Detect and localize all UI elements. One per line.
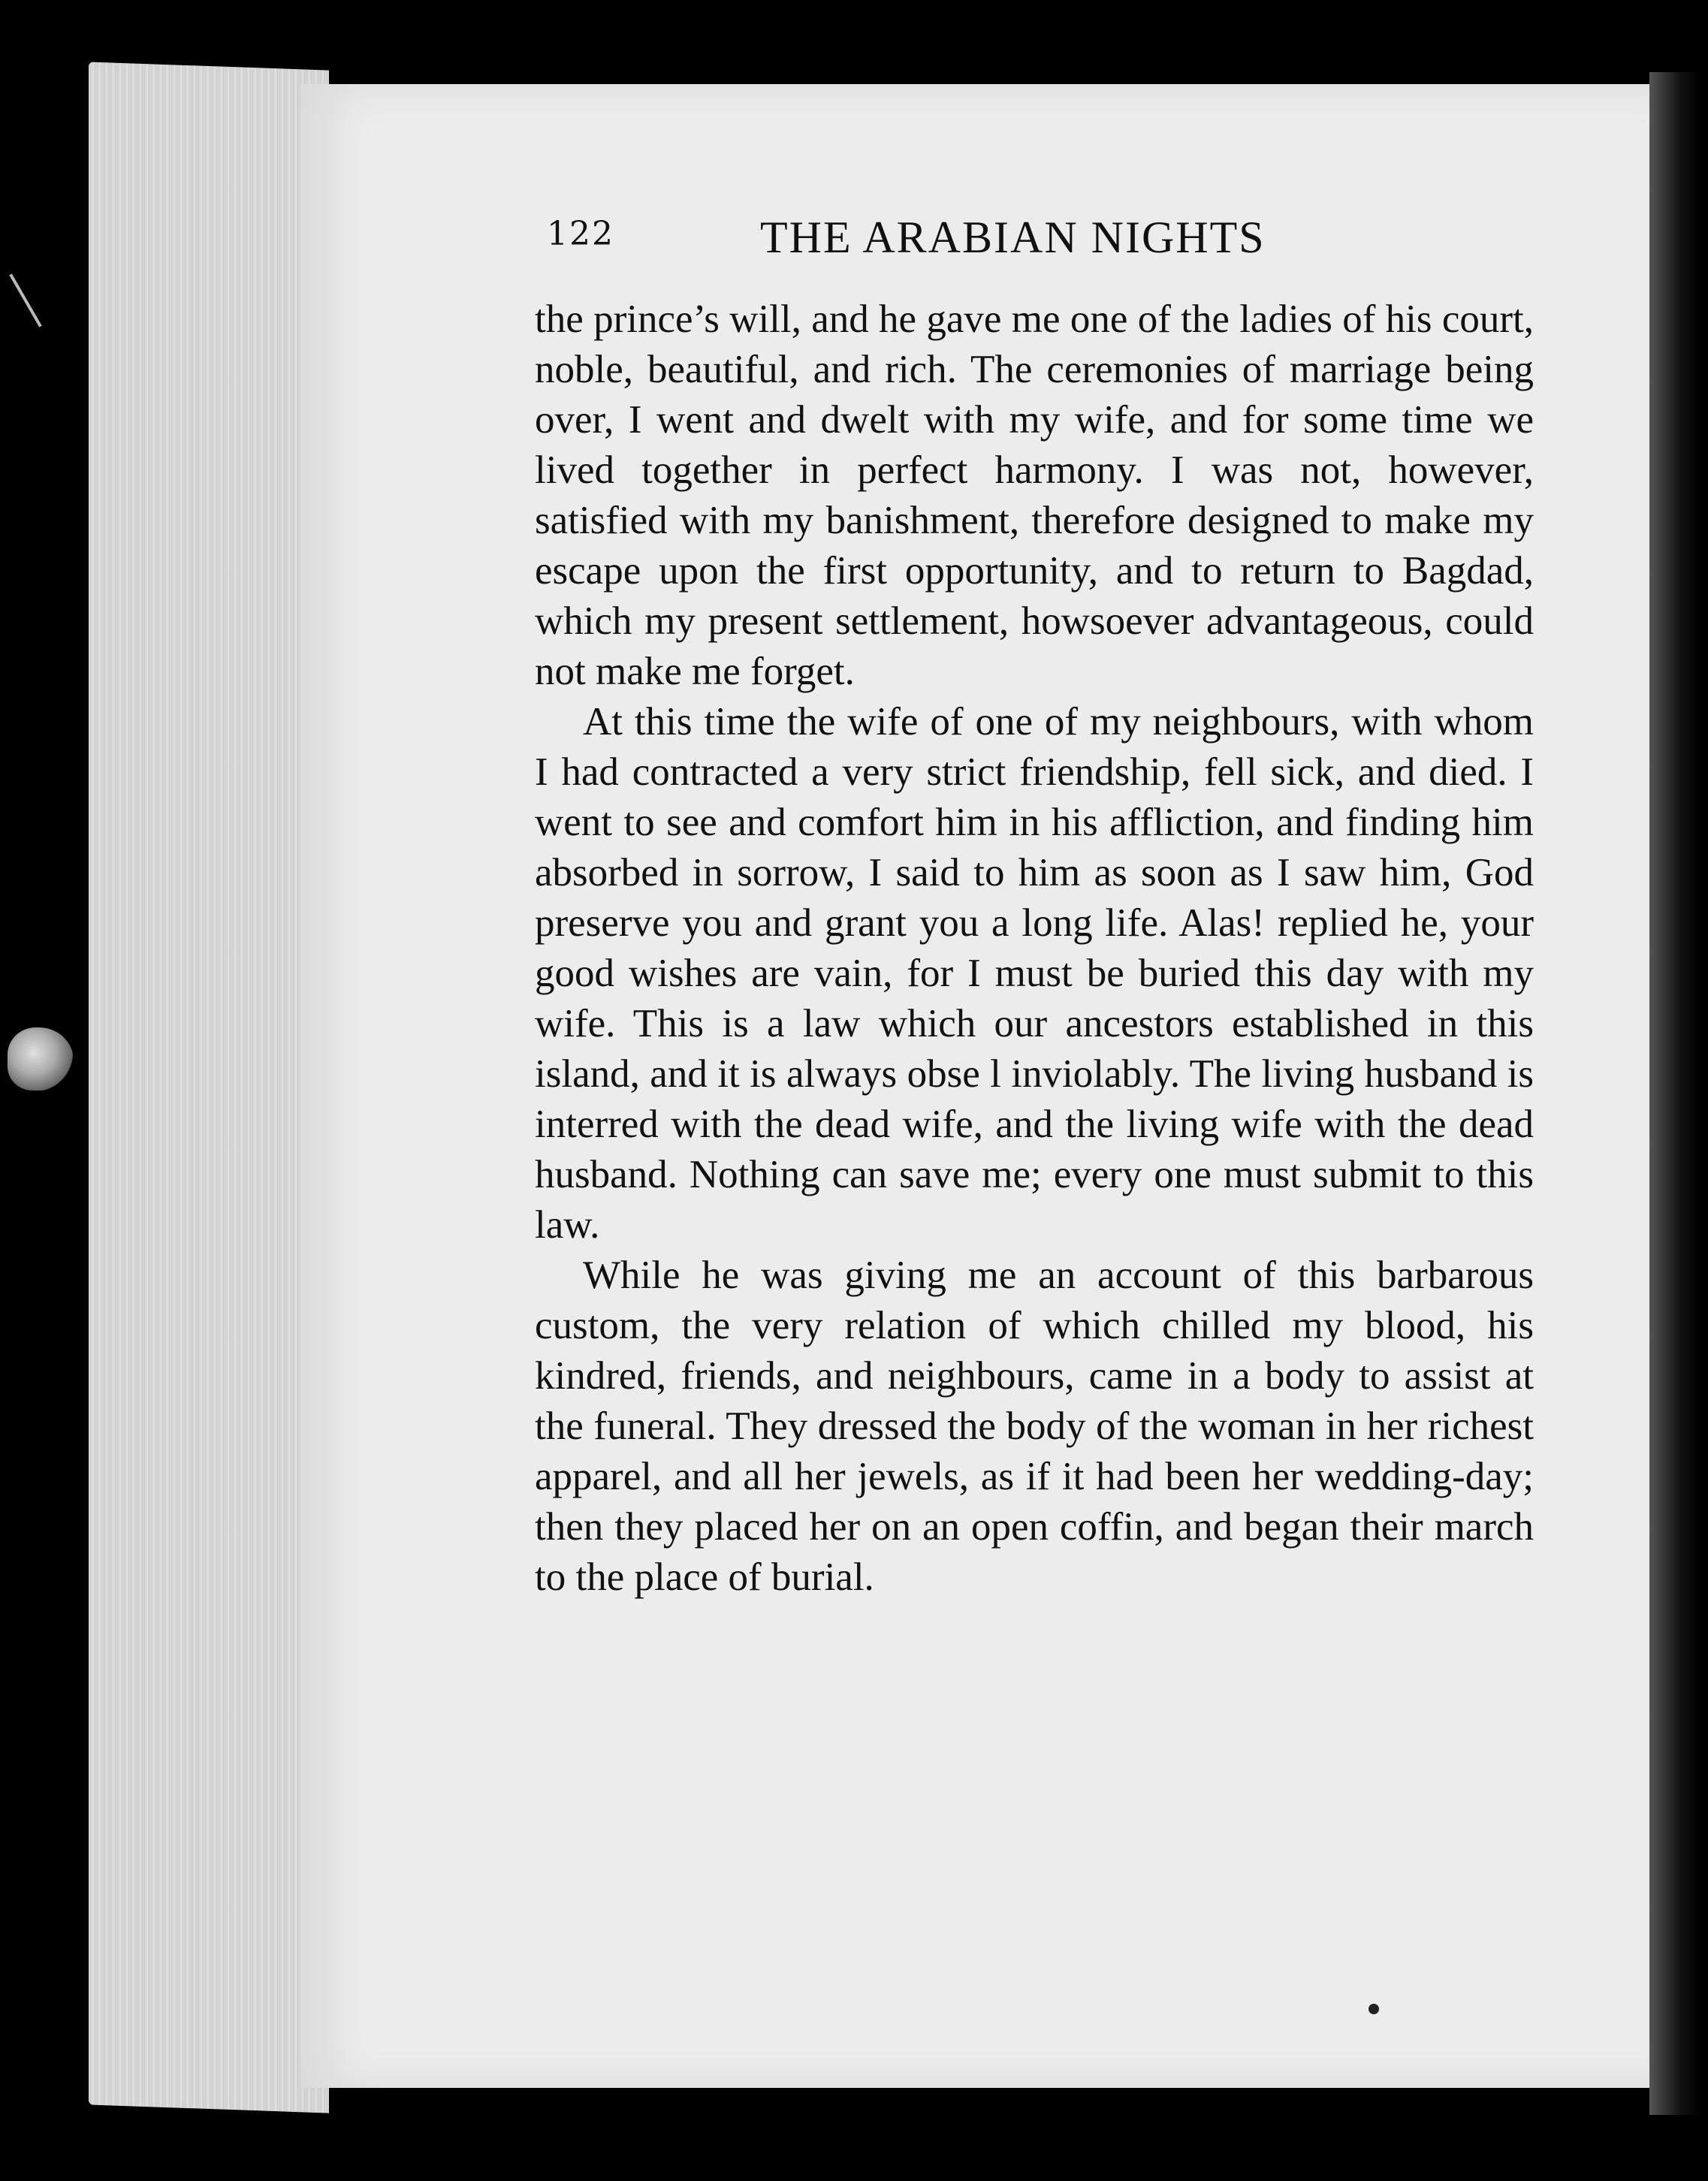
- book-page-edges: [89, 62, 329, 2113]
- page-gutter-shadow: [1649, 72, 1702, 2115]
- page-text: [535, 294, 1534, 1603]
- scan-mark: [9, 273, 41, 327]
- paragraph-2: At this time the wife of one of my neighbours, with whom I had contracted a very strict friendship, fell sick, and died. I went to see and comfort him in his affliction, and finding him absorbed in sorrow, I said to him as soon as I saw him, God preserve you and grant you a long life. Alas! replied he, your good wishes are vain, for I must be buried this day with my wife. This is a law which our ancestors established in this island, and it is always obse l inviolably. The living husband is interred with the dead wife, and the living wife with the dead husband. Nothing can save me; every one must submit to this law.: [535, 700, 1534, 1247]
- footer-dot: [1369, 2004, 1379, 2014]
- scan-blemish: [8, 1027, 74, 1090]
- page-number: 122: [547, 215, 614, 253]
- paragraph-3: While he was giving me an account of this barbarous custom, the very relation of which chilled my blood, his kindred, friends, and neighbours, came in a body to assist at the funeral. They dressed the body of the woman in her richest apparel, and all her jewels, as if it had been her wedding-day; then they placed her on an open coffin, and began their march to the place of burial.: [535, 1253, 1534, 1599]
- page-header: [547, 212, 1546, 272]
- running-head: THE ARABIAN NIGHTS: [760, 213, 1266, 262]
- paragraph-1: the prince’s will, and he gave me one of the ladies of his court, noble, beautiful, and rich. The ceremonies of marriage being over, I went and dwelt with my wife, and for some time we lived together in perfect harmony. I was not, however, satisfied with my banishment, therefore designed to make my escape upon the first opportunity, and to return to Bagdad, which my present settlement, howsoever advantageous, could not make me forget.: [535, 297, 1534, 693]
